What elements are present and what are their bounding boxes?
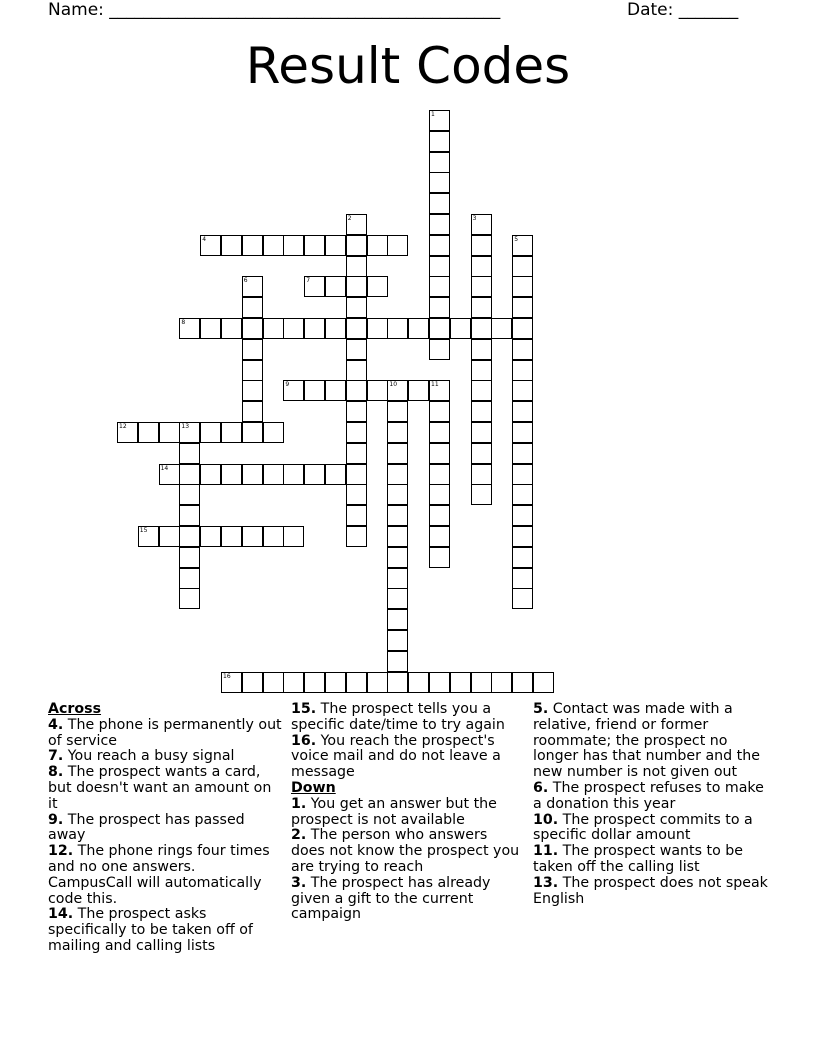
crossword-cell[interactable] <box>346 339 367 360</box>
crossword-cell[interactable] <box>367 672 388 693</box>
crossword-cell[interactable] <box>179 484 200 505</box>
crossword-cell[interactable] <box>512 339 533 360</box>
crossword-cell[interactable] <box>304 235 325 256</box>
crossword-cell[interactable] <box>387 422 408 443</box>
clue-down-5 <box>533 702 769 781</box>
crossword-cell[interactable] <box>429 110 450 131</box>
clue-text: The prospect asks specifically to be taken off of mailing and calling lists <box>48 906 253 954</box>
crossword-cell[interactable] <box>221 526 242 547</box>
cell-number: 1 <box>431 111 435 118</box>
crossword-cell[interactable] <box>367 276 388 297</box>
clue-across-9 <box>48 813 284 845</box>
clue-text: The prospect commits to a specific dollar amount <box>533 811 753 844</box>
crossword-cell[interactable] <box>346 422 367 443</box>
crossword-cell[interactable] <box>283 464 304 485</box>
crossword-cell[interactable] <box>346 505 367 526</box>
crossword-cell[interactable] <box>429 505 450 526</box>
clue-heading-down: Down <box>291 779 336 796</box>
crossword-cell[interactable] <box>450 318 471 339</box>
crossword-cell[interactable] <box>429 276 450 297</box>
crossword-cell[interactable] <box>367 318 388 339</box>
crossword-cell[interactable] <box>325 380 346 401</box>
crossword-cell[interactable] <box>512 360 533 381</box>
crossword-cell[interactable] <box>304 672 325 693</box>
crossword-cell[interactable] <box>387 588 408 609</box>
crossword-cell[interactable] <box>429 318 450 339</box>
crossword-cell[interactable] <box>159 422 180 443</box>
clue-text: The prospect wants to be taken off the calling list <box>533 843 743 875</box>
crossword-cell[interactable] <box>429 401 450 422</box>
clue-text: The prospect has already given a gift to the current campaign <box>291 874 491 923</box>
crossword-cell[interactable] <box>325 672 346 693</box>
crossword-cell[interactable] <box>179 505 200 526</box>
crossword-cell[interactable] <box>242 380 263 401</box>
crossword-cell[interactable] <box>471 339 492 360</box>
crossword-cell[interactable] <box>325 464 346 485</box>
crossword-cell[interactable] <box>346 443 367 464</box>
clue-number: 6. <box>533 779 549 796</box>
crossword-cell[interactable] <box>346 235 367 256</box>
crossword-cell[interactable] <box>346 297 367 318</box>
cell-number: 5 <box>514 235 519 243</box>
crossword-cell[interactable] <box>450 672 471 693</box>
crossword-cell[interactable] <box>387 380 408 401</box>
clue-text: The prospect tells you a specific date/time to try again <box>291 701 505 733</box>
clue-number: 5. <box>533 701 549 717</box>
crossword-cell[interactable] <box>471 380 492 401</box>
crossword-cell[interactable] <box>429 152 450 173</box>
crossword-cell[interactable] <box>429 256 450 277</box>
crossword-cell[interactable] <box>263 526 284 547</box>
crossword-cell[interactable] <box>304 318 325 339</box>
clue-text: The prospect wants a card, but doesn't want an amount on it <box>48 764 272 812</box>
clue-text: The phone rings four times and no one answers. CampusCall will automatically code this. <box>48 843 270 907</box>
crossword-cell[interactable] <box>471 256 492 277</box>
clue-number: 9. <box>48 811 64 828</box>
cell-number: 7 <box>306 277 311 285</box>
crossword-cell[interactable] <box>512 235 533 256</box>
crossword-cell[interactable] <box>283 526 304 547</box>
clue-text: Contact was made with a relative, friend or former roommate; the prospect no longer has that number and the new number is not given out <box>533 701 760 781</box>
clue-text: You get an answer but the prospect is not available <box>291 795 497 828</box>
clue-down-11 <box>533 844 769 876</box>
crossword-cell[interactable] <box>512 318 533 339</box>
clue-across-7 <box>48 749 284 765</box>
crossword-cell[interactable] <box>471 235 492 256</box>
crossword-cell[interactable] <box>387 401 408 422</box>
crossword-cell[interactable] <box>221 235 242 256</box>
crossword-cell[interactable] <box>471 672 492 693</box>
crossword-cell[interactable] <box>325 235 346 256</box>
crossword-cell[interactable] <box>242 318 263 339</box>
crossword-cell[interactable] <box>387 464 408 485</box>
name-line[interactable]: Name: ______________________________________________ <box>48 0 501 20</box>
crossword-cell[interactable] <box>179 588 200 609</box>
clue-down-1 <box>291 797 523 829</box>
page-title: Result Codes <box>245 37 571 95</box>
clue-text: You reach a busy signal <box>67 748 235 765</box>
crossword-cell[interactable] <box>325 276 346 297</box>
crossword-cell[interactable] <box>387 609 408 630</box>
clue-number: 15. <box>291 701 317 717</box>
crossword-cell[interactable] <box>367 235 388 256</box>
crossword-cell[interactable] <box>471 443 492 464</box>
crossword-cell[interactable] <box>200 526 221 547</box>
crossword-cell[interactable] <box>387 484 408 505</box>
crossword-cell[interactable] <box>408 380 429 401</box>
crossword-cell[interactable] <box>471 276 492 297</box>
cell-number: 11 <box>431 381 439 389</box>
crossword-cell[interactable] <box>283 318 304 339</box>
cell-number: 14 <box>160 464 169 472</box>
clue-text: The prospect does not speak English <box>533 874 768 907</box>
crossword-cell[interactable] <box>429 547 450 568</box>
crossword-cell[interactable] <box>346 214 367 235</box>
crossword-cell[interactable] <box>429 526 450 547</box>
crossword-cell[interactable] <box>242 339 263 360</box>
crossword-cell[interactable] <box>429 380 450 401</box>
crossword-cell[interactable] <box>263 318 284 339</box>
crossword-cell[interactable] <box>512 380 533 401</box>
cell-number: 10 <box>389 381 398 389</box>
clue-column-2 <box>291 702 523 923</box>
clue-number: 14. <box>48 906 74 923</box>
crossword-cell[interactable] <box>471 318 492 339</box>
clue-heading-across: Across <box>48 701 102 717</box>
crossword-cell[interactable] <box>387 526 408 547</box>
crossword-cell[interactable] <box>242 526 263 547</box>
crossword-cell[interactable] <box>138 422 159 443</box>
clue-down-10 <box>533 813 769 845</box>
crossword-cell[interactable] <box>159 526 180 547</box>
crossword-cell[interactable] <box>221 464 242 485</box>
crossword-cell[interactable] <box>429 193 450 214</box>
clue-across-8 <box>48 765 284 812</box>
crossword-cell[interactable] <box>491 318 512 339</box>
crossword-cell[interactable] <box>200 422 221 443</box>
clue-number: 13. <box>533 874 559 891</box>
crossword-cell[interactable] <box>512 297 533 318</box>
crossword-cell[interactable] <box>408 318 429 339</box>
crossword-cell[interactable] <box>387 318 408 339</box>
clue-text: The prospect has passed away <box>48 811 245 844</box>
crossword-cell[interactable] <box>512 484 533 505</box>
crossword-cell[interactable] <box>512 256 533 277</box>
crossword-cell[interactable] <box>242 276 263 297</box>
crossword-cell[interactable] <box>429 464 450 485</box>
clue-text: The prospect refuses to make a donation this year <box>533 779 764 812</box>
crossword-cell[interactable] <box>512 672 533 693</box>
clue-down-2 <box>291 828 523 875</box>
clue-number: 12. <box>48 843 74 860</box>
crossword-cell[interactable] <box>200 235 221 256</box>
clue-down-6 <box>533 781 769 813</box>
crossword-cell[interactable] <box>304 380 325 401</box>
clue-across-14 <box>48 907 284 954</box>
crossword-cell[interactable] <box>346 401 367 422</box>
crossword-cell[interactable] <box>283 380 304 401</box>
crossword-cell[interactable] <box>325 318 346 339</box>
crossword-cell[interactable] <box>408 672 429 693</box>
clue-number: 2. <box>291 827 307 844</box>
crossword-cell[interactable] <box>346 276 367 297</box>
crossword-cell[interactable] <box>138 526 159 547</box>
clue-number: 3. <box>291 874 307 891</box>
clue-number: 16. <box>291 732 317 749</box>
clue-number: 8. <box>48 764 64 781</box>
crossword-cell[interactable] <box>304 464 325 485</box>
crossword-cell[interactable] <box>387 235 408 256</box>
crossword-cell[interactable] <box>179 443 200 464</box>
crossword-cell[interactable] <box>471 422 492 443</box>
clue-down-13 <box>533 876 769 908</box>
clue-down-3 <box>291 876 523 923</box>
cell-number: 15 <box>139 527 148 534</box>
crossword-cell[interactable] <box>346 380 367 401</box>
clue-across-16 <box>291 734 523 781</box>
crossword-cell[interactable] <box>533 672 554 693</box>
crossword-cell[interactable] <box>512 276 533 297</box>
crossword-cell[interactable] <box>491 672 512 693</box>
crossword-cell[interactable] <box>179 547 200 568</box>
crossword-cell[interactable] <box>242 360 263 381</box>
crossword-cell[interactable] <box>221 422 242 443</box>
crossword-cell[interactable] <box>263 235 284 256</box>
crossword-cell[interactable] <box>429 172 450 193</box>
crossword-cell[interactable] <box>200 464 221 485</box>
clue-across-12 <box>48 844 284 907</box>
crossword-cell[interactable] <box>429 214 450 235</box>
crossword-cell[interactable] <box>179 464 200 485</box>
crossword-cell[interactable] <box>346 318 367 339</box>
cell-number: 12 <box>119 423 127 430</box>
cell-number: 8 <box>181 319 186 326</box>
crossword-cell[interactable] <box>242 401 263 422</box>
crossword-cell[interactable] <box>512 568 533 589</box>
crossword-cell[interactable] <box>387 672 408 693</box>
crossword-cell[interactable] <box>179 422 200 443</box>
crossword-cell[interactable] <box>512 443 533 464</box>
crossword-cell[interactable] <box>221 318 242 339</box>
crossword-cell[interactable] <box>429 235 450 256</box>
clue-number: 4. <box>48 716 64 733</box>
clue-number: 7. <box>48 748 64 765</box>
clue-across-4 <box>48 718 284 750</box>
crossword-cell[interactable] <box>367 380 388 401</box>
clue-text: You reach the prospect's voice mail and do not leave a message <box>291 732 501 781</box>
crossword-cell[interactable] <box>512 547 533 568</box>
crossword-cell[interactable] <box>242 672 263 693</box>
crossword-cell[interactable] <box>346 672 367 693</box>
crossword-cell[interactable] <box>346 360 367 381</box>
crossword-cell[interactable] <box>429 672 450 693</box>
crossword-cell[interactable] <box>429 297 450 318</box>
crossword-cell[interactable] <box>242 422 263 443</box>
crossword-cell[interactable] <box>179 526 200 547</box>
crossword-cell[interactable] <box>387 568 408 589</box>
crossword-cell[interactable] <box>159 464 180 485</box>
crossword-cell[interactable] <box>242 235 263 256</box>
crossword-cell[interactable] <box>512 422 533 443</box>
crossword-cell[interactable] <box>387 651 408 672</box>
crossword-cell[interactable] <box>179 568 200 589</box>
crossword-cell[interactable] <box>346 484 367 505</box>
crossword-cell[interactable] <box>346 464 367 485</box>
crossword-cell[interactable] <box>263 464 284 485</box>
cell-number: 9 <box>285 381 290 389</box>
crossword-cell[interactable] <box>429 443 450 464</box>
crossword-cell[interactable] <box>512 401 533 422</box>
crossword-cell[interactable] <box>471 297 492 318</box>
crossword-cell[interactable] <box>263 672 284 693</box>
crossword-cell[interactable] <box>242 297 263 318</box>
cell-number: 2 <box>347 215 352 222</box>
clue-number: 11. <box>533 843 559 860</box>
crossword-cell[interactable] <box>263 422 284 443</box>
crossword-cell[interactable] <box>429 131 450 152</box>
crossword-cell[interactable] <box>471 464 492 485</box>
date-line[interactable]: Date: _______ <box>627 0 739 20</box>
crossword-cell[interactable] <box>346 256 367 277</box>
crossword-cell[interactable] <box>179 318 200 339</box>
crossword-cell[interactable] <box>387 505 408 526</box>
crossword-cell[interactable] <box>387 547 408 568</box>
clue-number: 1. <box>291 795 307 812</box>
cell-number: 6 <box>243 277 248 285</box>
crossword-cell[interactable] <box>471 484 492 505</box>
cell-number: 3 <box>472 215 477 222</box>
crossword-cell[interactable] <box>471 214 492 235</box>
crossword-cell[interactable] <box>429 422 450 443</box>
crossword-cell[interactable] <box>283 235 304 256</box>
clue-column-1 <box>48 702 284 955</box>
crossword-cell[interactable] <box>117 422 138 443</box>
crossword-cell[interactable] <box>512 588 533 609</box>
crossword-cell[interactable] <box>471 360 492 381</box>
clue-text: The phone is permanently out of service <box>48 716 282 749</box>
crossword-cell[interactable] <box>200 318 221 339</box>
cell-number: 13 <box>181 423 190 430</box>
crossword-cell[interactable] <box>221 672 242 693</box>
cell-number: 4 <box>202 235 207 243</box>
crossword-cell[interactable] <box>346 526 367 547</box>
crossword-cell[interactable] <box>283 672 304 693</box>
cell-number: 16 <box>223 672 231 680</box>
clue-across-15 <box>291 702 523 734</box>
clue-number: 10. <box>533 811 559 828</box>
crossword-cell[interactable] <box>512 526 533 547</box>
crossword-cell[interactable] <box>387 443 408 464</box>
clue-text: The person who answers does not know the prospect you are trying to reach <box>291 827 520 875</box>
crossword-cell[interactable] <box>242 464 263 485</box>
crossword-cell[interactable] <box>387 630 408 651</box>
crossword-cell[interactable] <box>304 276 325 297</box>
crossword-cell[interactable] <box>471 401 492 422</box>
clue-column-3 <box>533 702 769 907</box>
crossword-cell[interactable] <box>429 339 450 360</box>
crossword-cell[interactable] <box>512 464 533 485</box>
crossword-cell[interactable] <box>429 484 450 505</box>
crossword-cell[interactable] <box>512 505 533 526</box>
